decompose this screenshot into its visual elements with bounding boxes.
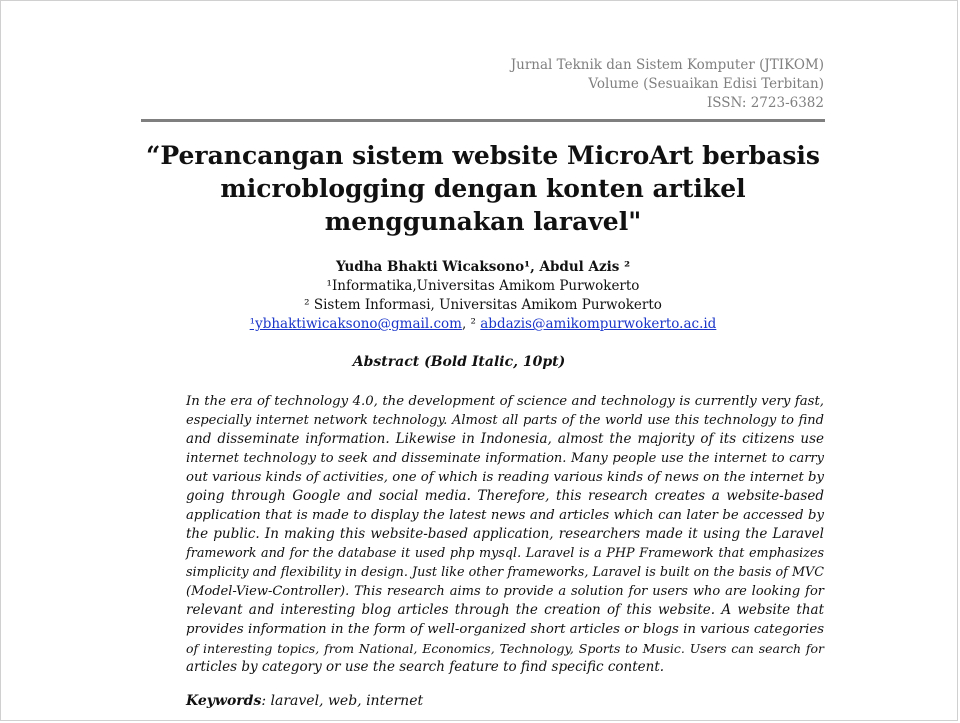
email-separator: , ² (461, 316, 476, 332)
author-emails (141, 315, 825, 334)
abstract-line: simplicity and flexibility in design. Just like other frameworks, Laravel is built on the basis of MVC (186, 565, 824, 580)
abstract-line: especially internet network technology. Almost all parts of the world use this technology to find (186, 413, 824, 428)
abstract-line: of interesting topics, from National, Economics, Technology, Sports to Music. Users can search for (186, 641, 824, 656)
abstract-line: and disseminate information. Likewise in Indonesia, almost the majority of its citizens use (186, 431, 824, 447)
abstract-line: going through Google and social media. Therefore, this research creates a website-based (186, 488, 824, 504)
author-block (141, 258, 825, 334)
title-line: menggunakan laravel" (324, 207, 642, 236)
keywords-label: Keywords (186, 693, 262, 709)
abstract-line: relevant and interesting blog articles through the creation of this website. A website that (186, 602, 824, 618)
email-link-2[interactable]: abdazis@amikompurwokerto.ac.id (480, 316, 717, 332)
abstract-body (186, 392, 824, 677)
email-link-1[interactable]: ¹ybhaktiwicaksono@gmail.com (249, 316, 462, 332)
abstract-line: internet technology to seek and disseminate information. Many people use the internet to carry (186, 451, 824, 466)
abstract-line: articles by category or use the search feature to find specific content. (186, 659, 665, 675)
journal-header (511, 56, 824, 113)
affiliation-1: ¹Informatika,Universitas Amikom Purwokerto (326, 278, 640, 294)
abstract-line: application that is made to display the latest news and articles which can later be accessed by (186, 508, 824, 523)
keywords-value: : laravel, web, internet (261, 693, 424, 709)
abstract-line: (Model-View-Controller). This research aims to provide a solution for users who are looking for (186, 584, 824, 599)
author-names: Yudha Bhakti Wicaksono¹, Abdul Azis ² (336, 259, 630, 275)
journal-issn: ISSN: 2723-6382 (706, 95, 824, 111)
affiliation-2: ² Sistem Informasi, Universitas Amikom Purwokerto (304, 297, 662, 313)
abstract-line: out various kinds of activities, one of which is reading various kinds of news on the internet by (186, 470, 824, 485)
abstract-line: framework and for the database it used php mysql. Laravel is a PHP Framework that emphasizes (186, 546, 824, 561)
abstract-line: the public. In making this website-based application, researchers made it using the Laravel (186, 526, 824, 542)
title-line: microblogging dengan konten artikel (220, 174, 746, 203)
abstract-heading: Abstract (Bold Italic, 10pt) (352, 354, 566, 370)
title-line: “Perancangan sistem website MicroArt berbasis (146, 141, 820, 170)
abstract-line: provides information in the form of well-organized short articles or blogs in various categories (186, 622, 824, 637)
header-divider (141, 119, 825, 122)
journal-volume: Volume (Sesuaikan Edisi Terbitan) (588, 76, 824, 92)
journal-name: Jurnal Teknik dan Sistem Komputer (JTIKOM) (510, 57, 824, 73)
abstract-line: In the era of technology 4.0, the development of science and technology is currently very fast, (186, 394, 824, 409)
keywords (186, 692, 423, 711)
paper-title (141, 139, 825, 238)
